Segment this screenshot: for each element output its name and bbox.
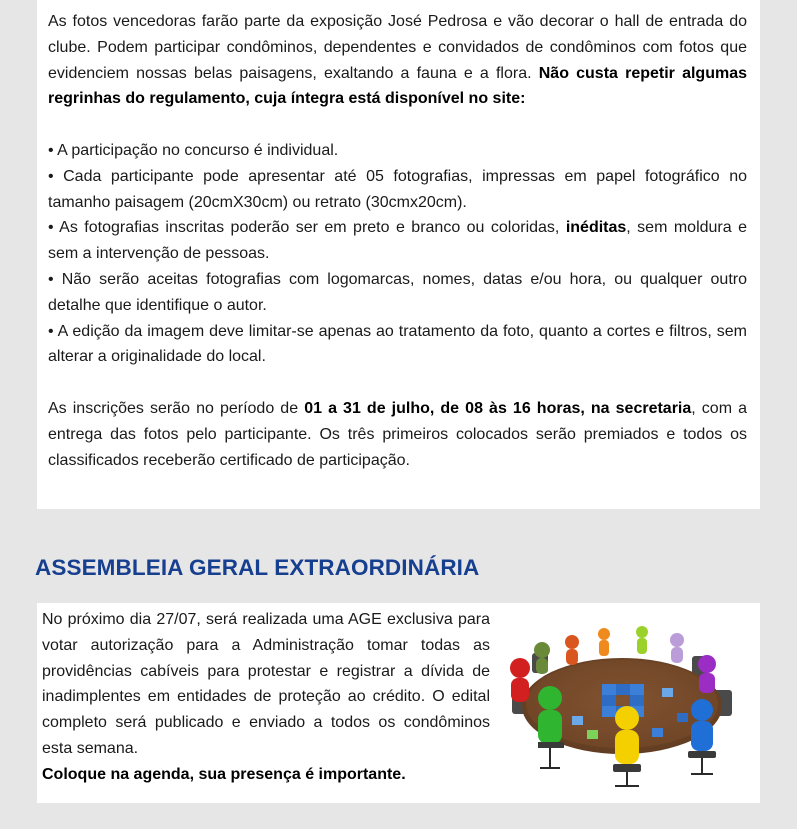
spacer [48,112,747,138]
photo-contest-panel [37,0,760,509]
registration-text: , com a entrega das fotos pelo participante. Os três primeiros colocados serão premiados e todos os classificados receberão certificado de participação. [48,399,748,469]
registration-paragraph [48,396,747,473]
assembly-body: No próximo dia 27/07, será realizada uma AGE exclusiva para votar autorização para a Administração tomar todas as providências cabíveis para protestar e registrar a dívida de inadimplentes em entidades de proteção ao crédito. O edital completo será publicado e enviado a todos os condôminos esta semana. [42,611,490,757]
assembly-callout [42,762,490,788]
rule-item: • A edição da imagem deve limitar-se apenas ao tratamento da foto, quanto a cortes e filtros, sem alterar a originalidade do local. [48,322,747,366]
contest-intro-paragraph [48,9,747,112]
assembly-panel [37,603,760,803]
registration-period-emphasis: 01 a 31 de julho, de 08 às 16 horas, na secretaria [304,399,692,417]
contest-intro-text: As fotos vencedoras farão parte da exposição José Pedrosa e vão decorar o hall de entrada do clube. Podem participar condôminos, dependentes e convidados de condôminos com fotos que evidenciem nossas belas paisagens, exaltando a fauna e a flora. [48,13,747,82]
rule-item [48,215,747,267]
rule-item: • Cada participante pode apresentar até 05 fotografias, impressas em papel fotográfico no tamanho paisagem (20cmX30cm) ou retrato (30cmx20cm). [48,167,747,211]
rule-item: • Não serão aceitas fotografias com logomarcas, nomes, datas e/ou hora, ou qualquer outro detalhe que identifique o autor. [48,270,747,314]
registration-text: As inscrições serão no período de [48,399,305,417]
photo-contest-text [48,9,747,473]
assembly-section-title: ASSEMBLEIA GERAL EXTRAORDINÁRIA [35,555,480,580]
rule-text: , sem moldura e sem a intervenção de pessoas. [48,219,747,263]
assembly-text [42,607,490,788]
rule-text: • As fotografias inscritas poderão ser em preto e branco ou coloridas, [48,219,566,237]
rule-item: • A participação no concurso é individual. [48,141,339,159]
rule-emphasis: inéditas [565,219,627,237]
contest-rules-emphasis: Não custa repetir algumas regrinhas do regulamento, cuja íntegra está disponível no site: [48,64,747,108]
spacer [48,370,747,396]
assembly-callout-text: Coloque na agenda, sua presença é importante. [42,765,406,783]
meeting-table-puzzle-illustration [502,618,742,790]
